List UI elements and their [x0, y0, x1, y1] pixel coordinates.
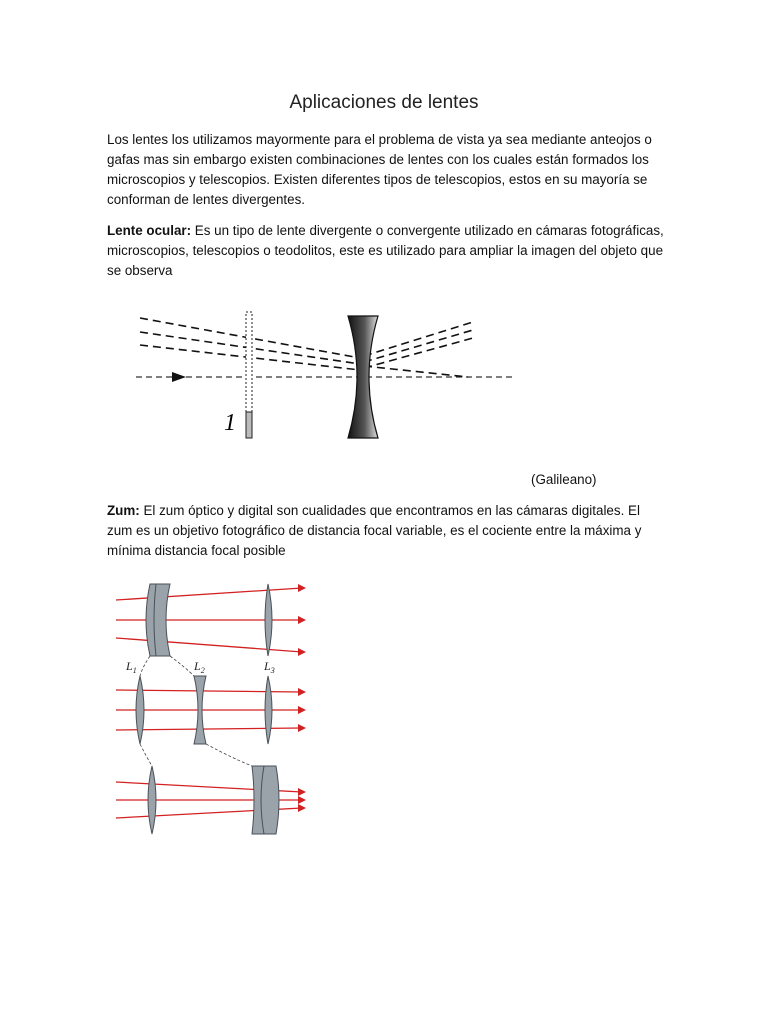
intro-paragraph: Los lentes los utilizamos mayormente para el problema de vista ya sea mediante anteojos o gafas mas sin embargo existen combinaciones de lentes con los cuales están formados los microscopios y telescopios. Existen diferentes tipos de telescopios, estos en su mayoría se conforman de lentes divergentes. — [107, 132, 652, 207]
arrow-icon — [172, 372, 186, 382]
zoom-paragraph — [107, 501, 667, 561]
zoom-term: Zum: — [107, 503, 140, 518]
lens-label-l2: $L_2$ — [194, 659, 205, 675]
figure-label: 1 — [224, 410, 236, 436]
figure-caption: (Galileano) — [531, 472, 597, 487]
lens-label-l3: $L_3$ — [264, 659, 275, 675]
ocular-paragraph — [107, 221, 667, 281]
galilean-diagram — [128, 308, 528, 448]
ray-line — [364, 330, 473, 362]
lens-label-l1: $L_1$ — [126, 659, 137, 675]
zoom-diagram — [112, 578, 312, 842]
diverging-lens — [348, 316, 378, 438]
page-title: Aplicaciones de lentes — [289, 92, 479, 113]
lens-labels — [125, 659, 275, 675]
zoom-text: El zum óptico y digital son cualidades que encontramos en las cámaras digitales. El zum es un objetivo fotográfico de distancia focal variable, es el cociente entre la máxima y mínima distancia focal posible — [107, 503, 642, 558]
ray-line — [364, 338, 473, 368]
ray-group-top — [116, 588, 302, 652]
ray-line — [364, 322, 473, 356]
plate-shade — [246, 412, 252, 438]
ray-line — [364, 366, 468, 377]
ocular-term: Lente ocular: — [107, 223, 192, 238]
arrow-icon — [298, 584, 306, 812]
ocular-text: Es un tipo de lente divergente o convergente utilizado en cámaras fotográficas, microscopios, telescopios o teodolitos, este es utilizado para ampliar la imagen del objeto que se observa — [107, 223, 664, 278]
